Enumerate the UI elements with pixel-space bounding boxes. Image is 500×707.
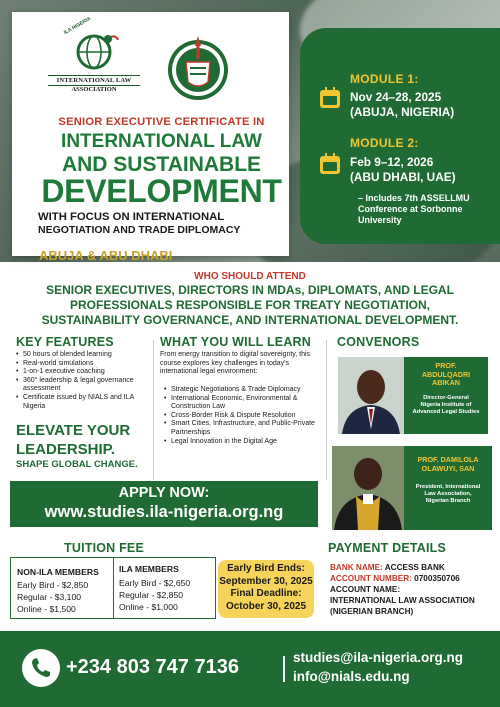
table-row: Early Bird - $2,650 [119, 578, 191, 588]
who-line-2: PROFESSIONALS RESPONSIBLE FOR TREATY NEGOTIATION, [69, 298, 431, 312]
account-name-line-1: INTERNATIONAL LAW ASSOCIATION [330, 596, 475, 605]
convenor-role-line: Nigeria Institute of [420, 402, 472, 409]
phone-number-link[interactable]: +234 803 747 7136 [66, 656, 239, 678]
early-bird-line-4: October 30, 2025 [225, 600, 307, 612]
account-number-label: ACCOUNT NUMBER: [330, 574, 412, 583]
early-bird-line-2: September 30, 2025 [219, 575, 313, 587]
account-name-label: ACCOUNT NAME: [330, 585, 401, 594]
who-line-3: SUSTAINABILITY GOVERNANCE, AND INTERNATIONAL DEVELOPMENT. [41, 313, 459, 327]
convenor-1-role [404, 395, 488, 417]
convenor-role-line: President, International [415, 484, 481, 490]
convenor-name-line: PROF. DAMILOLA [417, 455, 479, 464]
convenor-2-photo [332, 446, 404, 530]
module-2-note-line-3: University [358, 215, 402, 225]
convenors-heading: CONVENORS [337, 335, 420, 349]
payment-heading: PAYMENT DETAILS [328, 541, 447, 555]
elevate-slogan [16, 421, 156, 459]
certificate-focus [38, 211, 288, 237]
learn-intro: From energy transition to digital sovereignty, this course explores key challenges in today's international legal environment: [160, 351, 311, 376]
list-item: • International Economic, Environmental & Construction Law [162, 395, 322, 412]
list-item: • 360° leadership & legal governance assessment [14, 377, 149, 394]
table-row: Online - $1,500 [17, 604, 76, 614]
list-item: • Real-world simulations [14, 360, 149, 369]
list-item: • Cross-Border Risk & Dispute Resolution [162, 412, 322, 421]
calendar-icon [320, 156, 340, 174]
title-card [12, 12, 289, 263]
ila-logo-name: INTERNATIONAL LAW [48, 75, 140, 86]
column-divider [153, 340, 154, 480]
account-number-row [330, 574, 460, 584]
focus-line-2: NEGOTIATION AND TRADE DIPLOMACY [38, 224, 241, 236]
convenor-1-card [404, 357, 488, 434]
table-row: Early Bird - $2,850 [17, 580, 89, 590]
convenor-role-line: Law Association, [424, 491, 472, 498]
calendar-icon [320, 90, 340, 108]
convenor-1-portrait-icon [338, 357, 404, 434]
shape-slogan: SHAPE GLOBAL CHANGE. [16, 459, 138, 470]
list-item: • 1-on-1 executive coaching [14, 368, 149, 377]
apply-url-link[interactable]: www.studies.ila-nigeria.org.ng [44, 503, 284, 521]
early-bird-line-3: Final Deadline: [230, 588, 302, 600]
non-ila-title: NON-ILA MEMBERS [17, 567, 99, 577]
convenor-role-line: Director-General [423, 395, 469, 401]
who-should-attend-title: WHO SHOULD ATTEND [194, 271, 306, 282]
nials-seal-icon [162, 32, 234, 104]
ila-title: ILA MEMBERS [119, 564, 179, 574]
focus-line-1: WITH FOCUS ON INTERNATIONAL [38, 211, 225, 223]
list-item: • Certificate issued by NIALS and ILA Nigeria [14, 394, 149, 411]
convenor-role-line: Advanced Legal Studies [412, 409, 480, 416]
column-divider [326, 340, 327, 480]
non-ila-rows [17, 579, 88, 615]
table-row: Regular - $2,850 [119, 590, 184, 600]
convenor-1-name [404, 362, 488, 388]
module-2-date: Feb 9–12, 2026 [350, 155, 434, 169]
early-bird-line-1: Early Bird Ends: [227, 563, 305, 574]
list-item: • Strategic Negotiations & Trade Diplomacy [162, 386, 322, 395]
footer-divider [283, 656, 285, 682]
convenor-2-card [404, 446, 492, 530]
ila-rows [119, 577, 190, 613]
certificate-title-line-2: AND SUSTAINABLE [61, 153, 262, 176]
convenor-2-role [404, 484, 492, 506]
convenor-name-line: ABDULQADRI [421, 369, 471, 379]
tuition-divider [113, 558, 114, 618]
email-link-1[interactable]: studies@ila-nigeria.org.ng [293, 650, 463, 665]
module-2-note-line-1: – Includes 7th ASSELLMU [358, 193, 470, 203]
module-1-date: Nov 24–28, 2025 [350, 90, 442, 104]
convenor-name-line: ABIKAN [432, 378, 460, 388]
phone-handset-icon [22, 649, 60, 687]
bank-name-row [330, 563, 445, 573]
table-row: Online - $1,000 [119, 602, 178, 612]
certificate-title-line-1: INTERNATIONAL LAW [61, 131, 262, 152]
contact-footer [0, 631, 500, 707]
convenor-role-line: Nigerian Branch [425, 498, 471, 505]
module-1-place: (ABUJA, NIGERIA) [350, 105, 455, 119]
module-2-label: MODULE 2: [350, 136, 419, 150]
account-name-line-2: (NIGERIAN BRANCH) [330, 607, 414, 616]
bank-name-label: BANK NAME: [330, 563, 383, 572]
phone-icon[interactable] [22, 649, 60, 687]
ila-logo-arc-text: ILA NIGERIA [63, 15, 93, 36]
ila-logo-association: ASSOCIATION [71, 86, 117, 93]
modules-panel [300, 28, 500, 244]
bank-name-value: ACCESS BANK [384, 563, 445, 572]
account-number-value: 0700350706 [414, 574, 460, 583]
convenor-name-line: OLAWUYI, SAN [421, 463, 475, 473]
locations-label: ABUJA & ABU DHABI [39, 248, 173, 263]
module-2-note-line-2: Conference at Sorbonne [358, 204, 463, 214]
key-features-list [14, 351, 149, 411]
learn-list [162, 386, 322, 446]
table-row: Regular - $3,100 [17, 592, 82, 602]
convenor-2-portrait-icon [332, 446, 404, 530]
module-1-label: MODULE 1: [350, 72, 419, 86]
elevate-line-1: ELEVATE YOUR [16, 422, 131, 439]
apply-now-heading: APPLY NOW: [118, 485, 210, 501]
key-features-heading: KEY FEATURES [16, 335, 114, 349]
who-line-1: SENIOR EXECUTIVES, DIRECTORS IN MDAs, DIPLOMATS, AND LEGAL [46, 283, 454, 297]
list-item: • Smart Cities, Infrastructure, and Public-Private Partnerships [162, 420, 322, 437]
ila-globe-icon [68, 30, 120, 74]
convenor-1-photo [338, 357, 404, 434]
early-bird-badge [218, 560, 314, 618]
list-item: • Legal Innovation in the Digital Age [162, 438, 322, 447]
convenor-2-name [404, 456, 492, 473]
email-link-2[interactable]: info@nials.edu.ng [293, 669, 410, 684]
elevate-line-2: LEADERSHIP. [16, 441, 115, 458]
apply-now-banner[interactable] [10, 481, 318, 527]
module-2-place: (ABU DHABI, UAE) [350, 170, 456, 184]
ila-logo [48, 15, 140, 104]
who-should-attend-body [10, 283, 490, 328]
list-item: • 50 hours of blended learning [14, 351, 149, 360]
convenor-name-line: PROF. [435, 361, 457, 370]
tuition-heading: TUITION FEE [64, 541, 144, 555]
tuition-table [10, 557, 216, 619]
certificate-title-line-3: DEVELOPMENT [41, 173, 282, 209]
learn-heading: WHAT YOU WILL LEARN [160, 335, 312, 349]
certificate-subtitle: SENIOR EXECUTIVE CERTIFICATE IN [58, 116, 265, 128]
